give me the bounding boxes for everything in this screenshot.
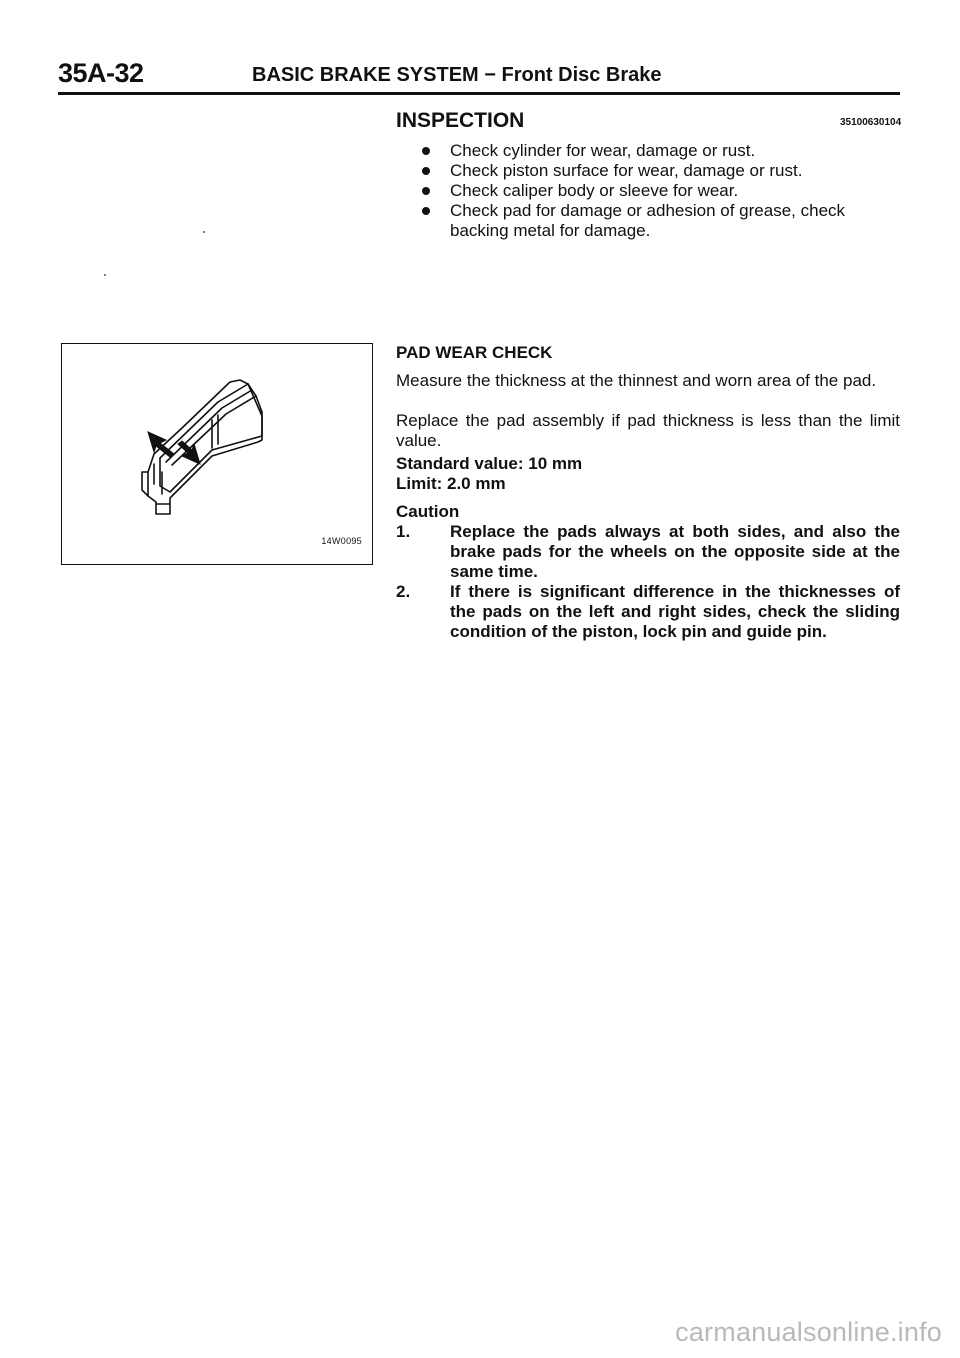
caution-list <box>396 522 900 642</box>
measure-paragraph: Measure the thickness at the thinnest and worn area of the pad. <box>396 371 877 390</box>
bullet-icon <box>422 167 430 175</box>
inspection-heading: INSPECTION <box>396 109 525 132</box>
list-item <box>396 181 900 201</box>
figure-code: 14W0095 <box>321 536 362 546</box>
caution-text: If there is significant difference in the thicknesses of the pads on the left and right sides, check the sliding condition of the piston, lock pin and guide pin. <box>450 582 900 641</box>
list-item <box>396 141 900 161</box>
header-divider <box>58 92 900 95</box>
bullet-text: Check caliper body or sleeve for wear. <box>450 181 739 200</box>
page-number: 35A-32 <box>58 58 144 88</box>
standard-value: Standard value: 10 mm <box>396 454 583 473</box>
scan-speck <box>203 231 205 233</box>
list-item <box>396 161 900 181</box>
replace-paragraph: Replace the pad assembly if pad thickness is less than the limit value. <box>396 411 900 450</box>
limit-value: Limit: 2.0 mm <box>396 474 506 493</box>
caution-text: Replace the pads always at both sides, and also the brake pads for the wheels on the opposite side at the same time. <box>450 522 900 581</box>
bullet-text: Check cylinder for wear, damage or rust. <box>450 141 756 160</box>
bullet-text: Check pad for damage or adhesion of grease, check backing metal for damage. <box>450 201 846 240</box>
watermark-text: carmanualsonline.info <box>675 1317 942 1347</box>
list-item <box>396 201 900 241</box>
caution-number: 2. <box>396 582 411 601</box>
bullet-icon <box>422 207 430 215</box>
pad-wear-heading: PAD WEAR CHECK <box>396 343 553 362</box>
inspection-bullet-list <box>396 141 900 241</box>
caution-number: 1. <box>396 522 411 541</box>
bullet-text: Check piston surface for wear, damage or rust. <box>450 161 803 180</box>
header-title: BASIC BRAKE SYSTEM − Front Disc Brake <box>252 64 662 86</box>
scan-speck <box>104 274 106 276</box>
brake-pad-illustration-icon <box>62 344 374 566</box>
inspection-code: 35100630104 <box>840 117 902 128</box>
brake-pad-figure <box>61 343 373 565</box>
bullet-icon <box>422 147 430 155</box>
list-item <box>396 522 900 582</box>
list-item <box>396 582 900 642</box>
caution-heading: Caution <box>396 502 460 521</box>
bullet-icon <box>422 187 430 195</box>
page-header <box>58 58 900 94</box>
